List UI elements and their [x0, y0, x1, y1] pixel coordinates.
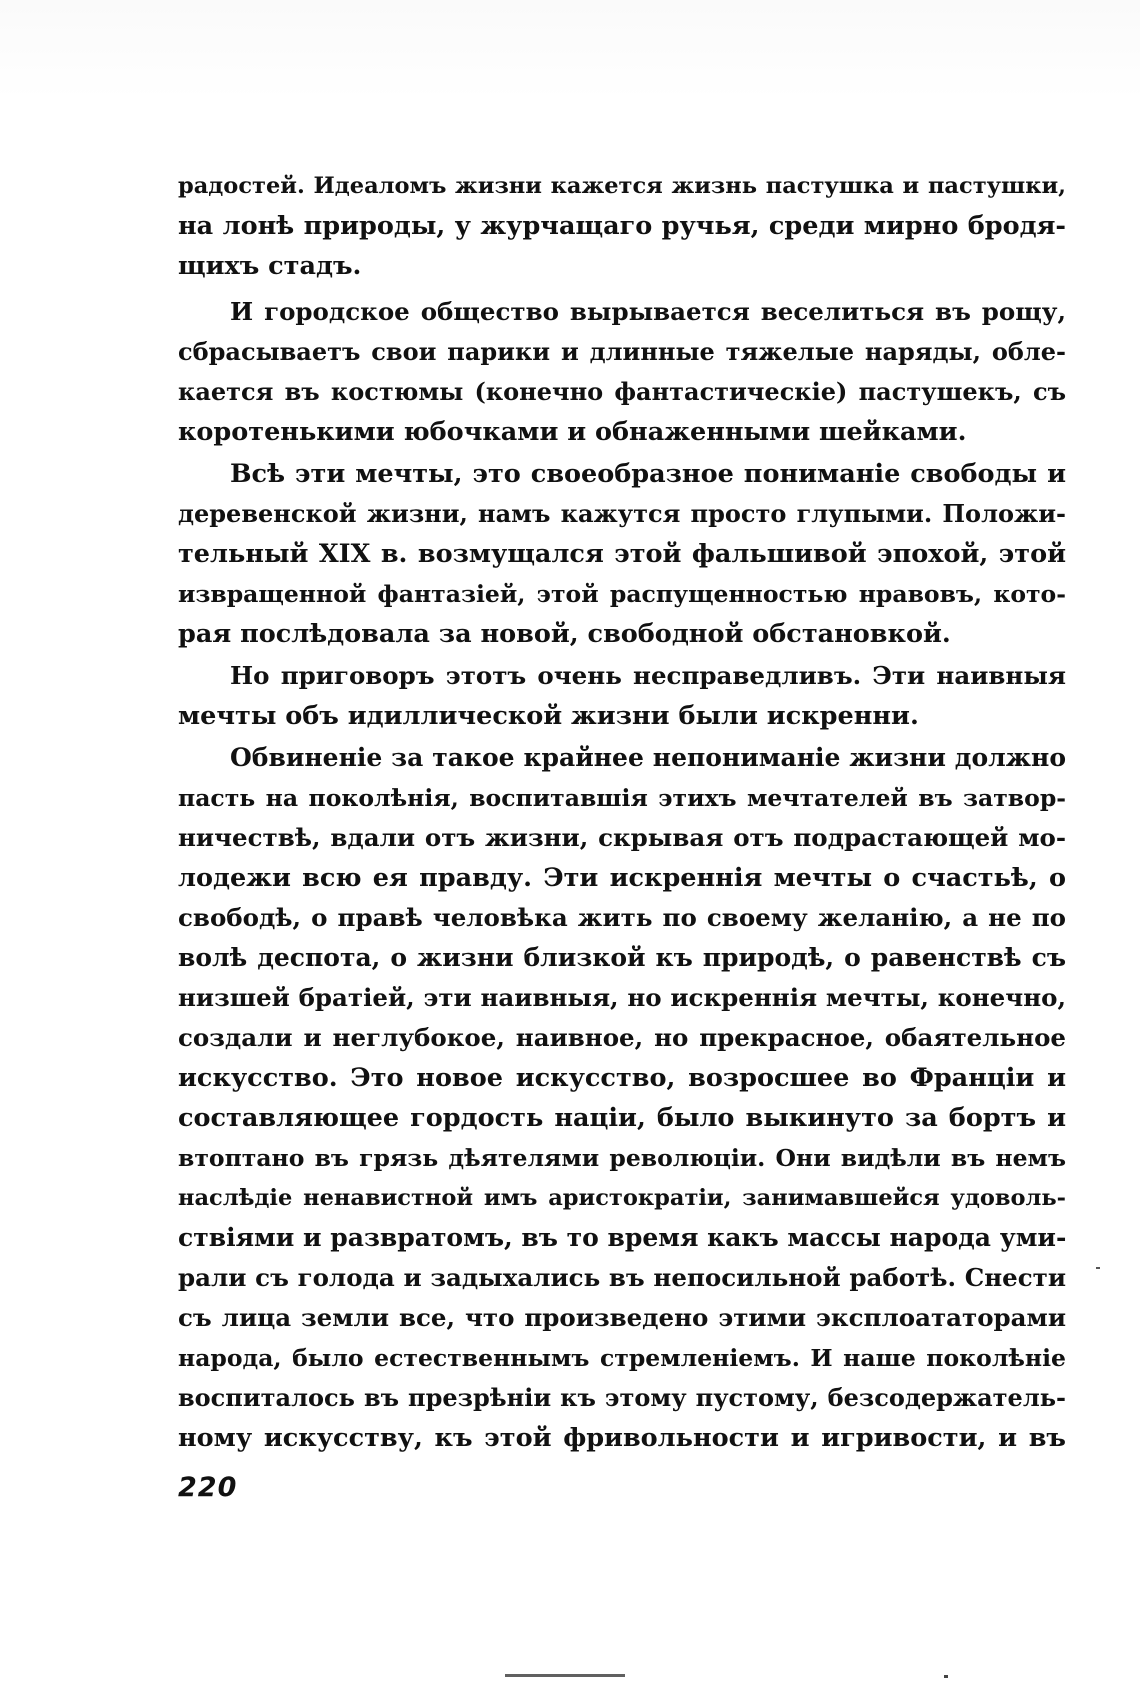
- text-line: рая послѣдовала за новой, свободной обстановкой.: [178, 619, 951, 649]
- scan-rule: [505, 1674, 625, 1677]
- text-line: И городское общество вырывается веселиться въ рощу,: [230, 297, 1066, 326]
- text-line: свободѣ, о правѣ человѣка жить по своему желанію, а не по: [178, 903, 1066, 932]
- text-line: пасть на поколѣнія, воспитавшія этихъ мечтателей въ затвор-: [178, 784, 1066, 812]
- paragraph: [178, 454, 1066, 654]
- text-line: коротенькими юбочками и обнаженными шейками.: [178, 417, 967, 447]
- text-line: кается въ костюмы (конечно фантастическіе) пастушекъ, съ: [178, 377, 1066, 406]
- text-line: народа, было естественнымъ стремленіемъ. И наше поколѣніе: [178, 1344, 1066, 1372]
- text-line: низшей братіей, эти наивныя, но искреннія мечты, конечно,: [178, 983, 1066, 1012]
- text-line: ному искусству, къ этой фривольности и игривости, и въ: [178, 1423, 1066, 1453]
- text-line: ничествѣ, вдали отъ жизни, скрывая отъ подрастающей мо-: [178, 823, 1066, 852]
- text-line: рали съ голода и задыхались въ непосильной работѣ. Снести: [178, 1263, 1066, 1292]
- text-line: тельный XIX в. возмущался этой фальшивой эпохой, этой: [178, 539, 1066, 569]
- text-line: деревенской жизни, намъ кажутся просто глупыми. Положи-: [178, 499, 1066, 528]
- scan-speck: [944, 1675, 948, 1678]
- text-line: сбрасываетъ свои парики и длинные тяжелые наряды, обле-: [178, 337, 1066, 366]
- text-line: лодежи всю ея правду. Эти искреннія мечты о счастьѣ, о: [178, 863, 1066, 893]
- text-line: мечты объ идиллической жизни были искренни.: [178, 701, 919, 731]
- paragraph: [178, 656, 1066, 736]
- text-line: втоптано въ грязь дѣятелями революціи. Они видѣли въ немъ: [178, 1144, 1066, 1172]
- text-line: Обвиненіе за такое крайнее непониманіе жизни должно: [230, 743, 1066, 772]
- paragraph: [178, 738, 1066, 1458]
- text-line: воспиталось въ презрѣніи къ этому пустому, безсодержатель-: [178, 1383, 1066, 1412]
- paragraph: [178, 292, 1066, 452]
- text-line: ствіями и развратомъ, въ то время какъ массы народа уми-: [178, 1223, 1066, 1252]
- page-number: 220: [178, 1472, 238, 1503]
- text-line: Но приговоръ этотъ очень несправедливъ. Эти наивныя: [230, 661, 1066, 690]
- text-line: радостей. Идеаломъ жизни кажется жизнь пастушка и пастушки,: [178, 173, 1066, 199]
- text-line: съ лица земли все, что произведено этими эксплоататорами: [178, 1303, 1066, 1332]
- text-line: Всѣ эти мечты, это своеобразное пониманіе свободы и: [230, 459, 1066, 489]
- text-line: наслѣдіе ненавистной имъ аристократіи, занимавшейся удоволь-: [178, 1185, 1066, 1211]
- paragraph: [178, 166, 1066, 286]
- text-line: создали и неглубокое, наивное, но прекрасное, обаятельное: [178, 1023, 1066, 1052]
- text-line: на лонѣ природы, у журчащаго ручья, среди мирно бродя-: [178, 211, 1066, 241]
- scan-speck: [1096, 1267, 1100, 1269]
- page-shade: [0, 0, 1140, 100]
- text-line: волѣ деспота, о жизни близкой къ природѣ, о равенствѣ съ: [178, 943, 1066, 972]
- text-line: составляющее гордость націи, было выкинуто за бортъ и: [178, 1103, 1066, 1133]
- text-line: искусство. Это новое искусство, возросшее во Франціи и: [178, 1063, 1066, 1093]
- body-text: [178, 166, 1066, 1458]
- text-line: щихъ стадъ.: [178, 251, 362, 281]
- text-line: извращенной фантазіей, этой распущенностью нравовъ, кото-: [178, 580, 1066, 608]
